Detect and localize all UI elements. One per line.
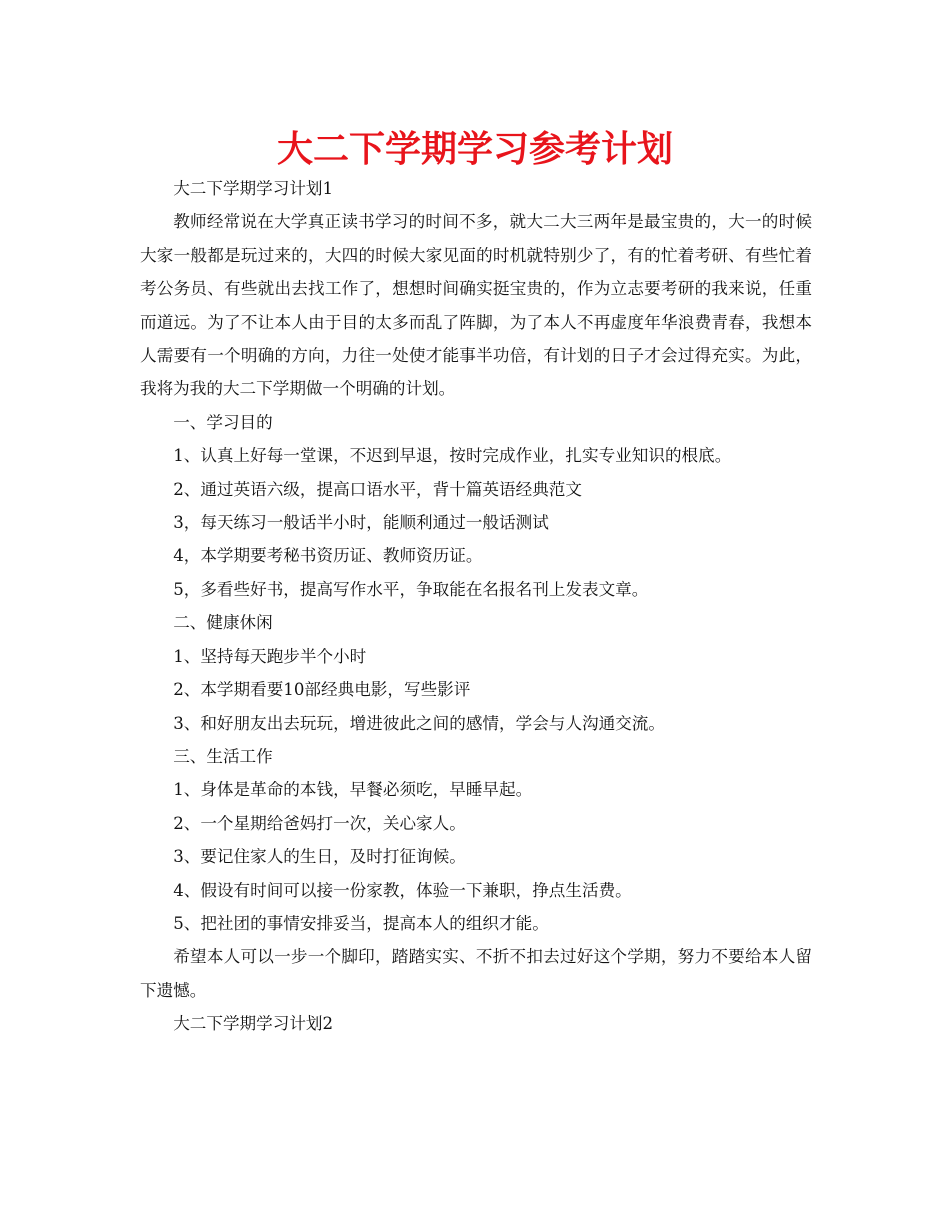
document-body bbox=[140, 172, 812, 1041]
paragraph-intro: 教师经常说在大学真正读书学习的时间不多，就大二大三两年是最宝贵的，大一的时候大家一般都是玩过来的，大四的时候大家见面的时机就特别少了，有的忙着考研、有些忙着考公务员、有些就出去找工作了，想想时间确实挺宝贵的，作为立志要考研的我来说，任重而道远。为了不让本人由于目的太多而乱了阵脚，为了本人不再虚度年华浪费青春，我想本人需要有一个明确的方向，力往一处使才能事半功倍，有计划的日子才会过得充实。为此，我将为我的大二下学期做一个明确的计划。 bbox=[140, 212, 812, 399]
list-item: 3，每天练习一般话半小时，能顺利通过一般话测试 bbox=[173, 513, 549, 533]
list-item: 5，多看些好书，提高写作水平，争取能在名报名刊上发表文章。 bbox=[173, 579, 649, 599]
section-heading-study-goals: 一、学习目的 bbox=[173, 412, 273, 432]
list-item: 1、坚持每天跑步半个小时 bbox=[173, 646, 367, 666]
paragraph-plan-1-heading: 大二下学期学习计划1 bbox=[173, 179, 334, 198]
list-item: 3、和好朋友出去玩玩，增进彼此之间的感情，学会与人沟通交流。 bbox=[173, 713, 665, 733]
list-item: 2、通过英语六级，提高口语水平，背十篇英语经典范文 bbox=[173, 479, 582, 499]
list-item: 4、假设有时间可以接一份家教，体验一下兼职，挣点生活费。 bbox=[173, 880, 632, 900]
section-heading-health-leisure: 二、健康休闲 bbox=[173, 613, 273, 633]
paragraph-plan-2-heading: 大二下学期学习计划2 bbox=[173, 1014, 334, 1034]
list-item: 4，本学期要考秘书资历证、教师资历证。 bbox=[173, 546, 483, 566]
section-heading-life-work: 三、生活工作 bbox=[173, 746, 273, 766]
list-item: 2、本学期看要10部经典电影，写些影评 bbox=[173, 680, 471, 700]
document-title: 大二下学期学习参考计划 bbox=[276, 129, 673, 170]
list-item: 1、身体是革命的本钱，早餐必须吃，早睡早起。 bbox=[173, 780, 533, 800]
list-item: 5、把社团的事情安排妥当，提高本人的组织才能。 bbox=[173, 913, 549, 933]
list-item: 1、认真上好每一堂课，不迟到早退，按时完成作业，扎实专业知识的根底。 bbox=[173, 446, 732, 466]
list-item: 2、一个星期给爸妈打一次，关心家人。 bbox=[173, 813, 466, 833]
list-item: 3、要记住家人的生日，及时打征询候。 bbox=[173, 847, 466, 867]
paragraph-closing: 希望本人可以一步一个脚印，踏踏实实、不折不扣去过好这个学期，努力不要给本人留下遗憾。 bbox=[140, 947, 812, 1000]
